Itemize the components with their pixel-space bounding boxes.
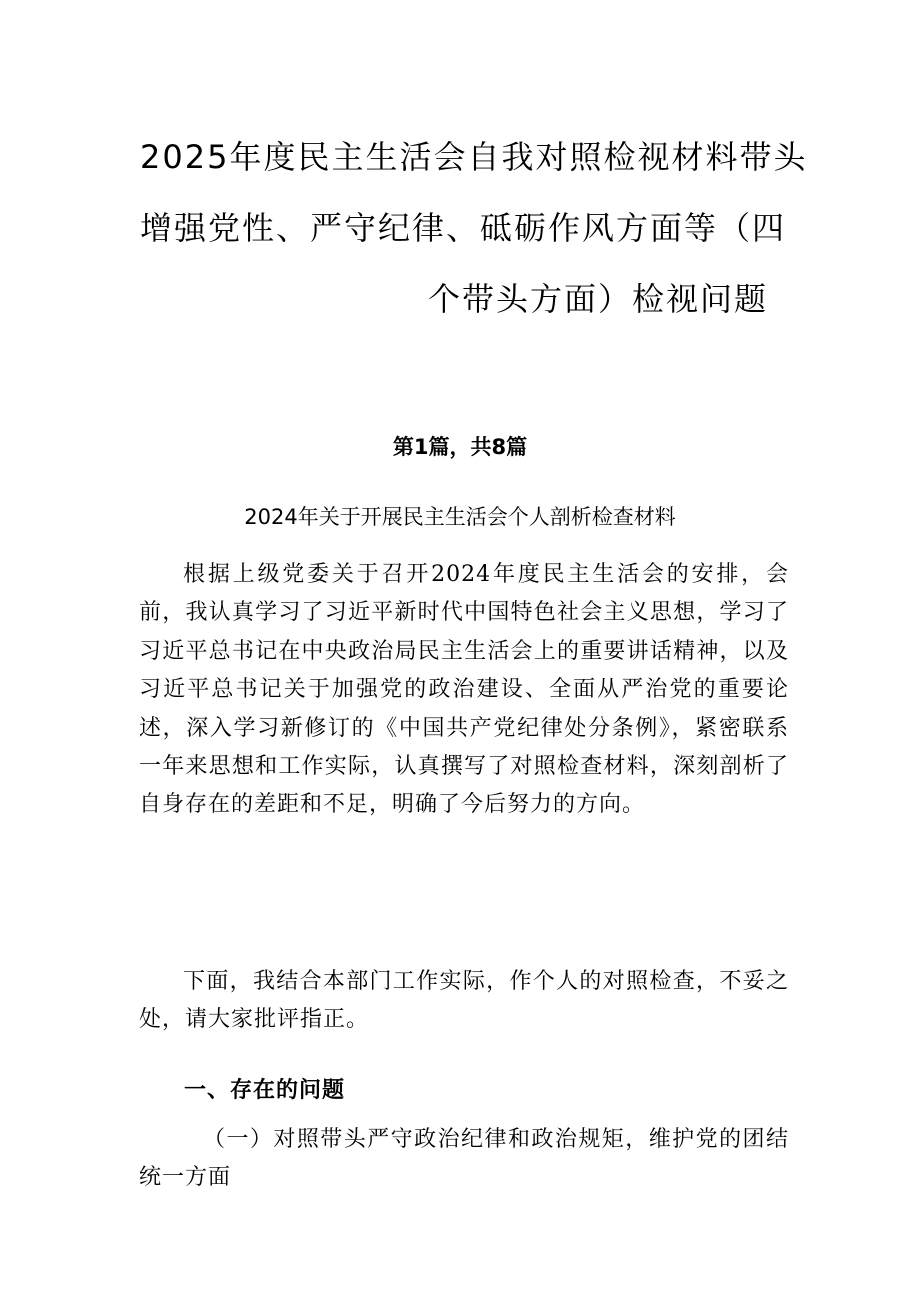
subsection-heading: （一）对照带头严守政治纪律和政治规矩，维护党的团结统一方面 <box>139 1127 789 1191</box>
body-paragraph-intro: 根据上级党委关于召开2024年度民主生活会的安排，会前，我认真学习了习近平新时代中国特色社会主义思想，学习了习近平总书记在中央政治局民主生活会上的重要讲话精神，以及习近平总书记关于加强党的政治建设、全面从严治党的重要论述，深入学习新修订的《中国共产党纪律处分条例》，紧密联系一年来思想和工作实际，认真撰写了对照检查材料，深刻剖析了自身存在的差距和不足，明确了今后努力的方向。 <box>139 562 789 818</box>
body-paragraph-transition: 下面，我结合本部门工作实际，作个人的对照检查，不妥之处，请大家批评指正。 <box>139 969 789 1033</box>
document-title-line-1: 2025年度民主生活会自我对照检视材料带头 <box>140 138 808 176</box>
document-title-line-2: 增强党性、严守纪律、砥砺作风方面等（四 <box>140 209 787 247</box>
document-subtitle: 2024年关于开展民主生活会个人剖析检查材料 <box>244 505 676 529</box>
section-heading: 一、存在的问题 <box>184 1078 346 1103</box>
document-title-line-3: 个带头方面）检视问题 <box>427 280 768 318</box>
part-label: 第1篇，共8篇 <box>392 435 528 459</box>
